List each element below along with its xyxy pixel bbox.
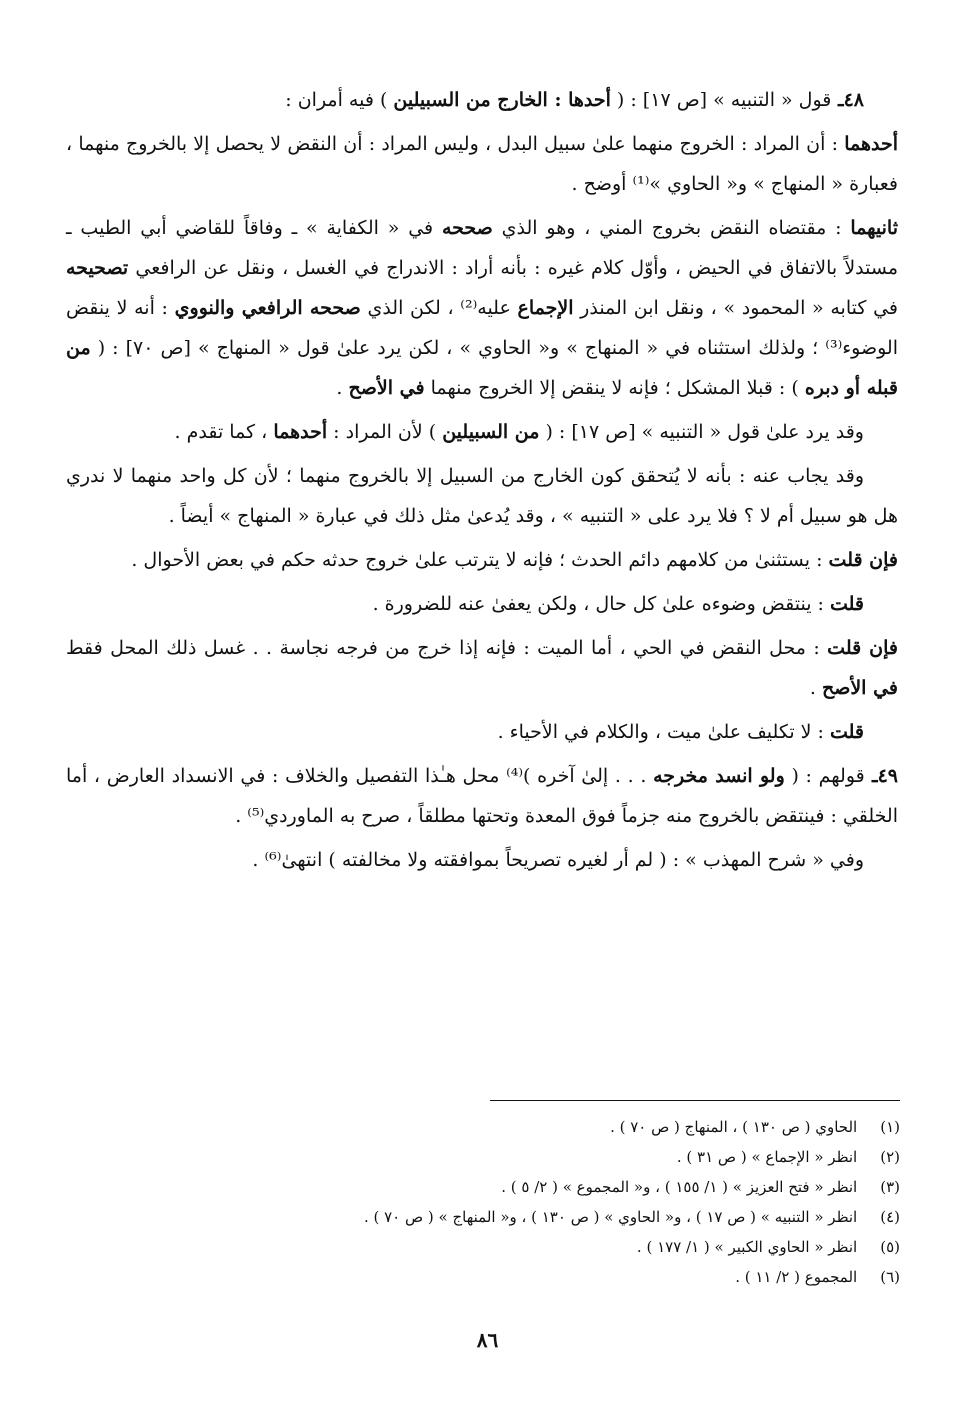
bold-segment: ثانيهما <box>850 217 898 239</box>
paragraph <box>66 124 898 204</box>
bold-segment: قلت <box>829 593 864 615</box>
footnotes <box>120 1112 900 1292</box>
bold-segment: ٤٩ـ <box>864 765 899 787</box>
bold-segment: قلت <box>829 721 864 743</box>
bold-segment: ٤٨ـ <box>831 89 864 111</box>
paragraph <box>66 840 898 880</box>
main-text <box>66 80 898 884</box>
footnote-number: (٥) <box>880 1238 900 1256</box>
text-segment: . <box>809 677 822 699</box>
bold-segment: فإن قلت <box>828 549 898 571</box>
text-segment: . . . إلىٰ آخره )⁽⁴⁾ محل هـٰذا التفصيل والخلاف : في الانسداد العارض ، أما الخلقي : فينتقض بالخروج منه جزماً فوق المعدة وتحتها مطلقاً ، صرح به الماوردي⁽⁵⁾ . <box>66 765 898 827</box>
paragraph <box>66 456 898 536</box>
text-segment: وقد يرد علىٰ قول « التنبيه » [ص ١٧] : ( <box>539 421 864 443</box>
text-segment: : أن المراد : الخروج منهما علىٰ سبيل البدل ، وليس المراد : أن النقض لا يحصل إلا بالخروج منهما ، فعبارة « المنهاج » و« الحاوي »⁽¹⁾ أوضح . <box>66 133 898 195</box>
footnote-text: الحاوي ( ص ١٣٠ ) ، المنهاج ( ص ٧٠ ) . <box>610 1118 858 1136</box>
footnote-text: المجموع ( ٢/ ١١ ) . <box>735 1268 858 1286</box>
paragraph <box>66 628 898 708</box>
footnote-divider <box>490 1100 900 1101</box>
footnote-text: انظر « الحاوي الكبير » ( ١/ ١٧٧ ) . <box>636 1238 858 1256</box>
text-segment: : محل النقض في الحي ، أما الميت : فإنه إذا خرج من فرجه نجاسة . . غسل ذلك المحل فقط <box>66 637 828 659</box>
text-segment: وقد يجاب عنه : بأنه لا يُتحقق كون الخارج من السبيل إلا بالخروج منهما ؛ لأن كل واحد منهما لا ندري هل هو سبيل أم لا ؟ فلا يرد على « التنبيه » ، وقد يُدعىٰ مثل ذلك في عبارة « المنهاج » أيضاً . <box>66 465 898 527</box>
paragraph <box>66 80 898 120</box>
footnote-2 <box>120 1142 900 1172</box>
paragraph <box>66 208 898 408</box>
text-segment: عليه⁽²⁾ ، لكن الذي <box>360 297 518 319</box>
bold-segment: تصحيحه <box>66 257 129 279</box>
text-segment: وفي « شرح المهذب » : ( لم أر لغيره تصريحاً بموافقته ولا مخالفته ) انتهىٰ⁽⁶⁾ . <box>252 849 864 871</box>
text-segment: في « الكفاية » ـ وفاقاً للقاضي أبي الطيب ـ مستدلاً بالاتفاق في الحيض ، وأوّل كلام غيره : بأنه أراد : الاندراج في الغسل ، ونقل عن الرافعي <box>66 217 898 279</box>
text-segment: قول « التنبيه » [ص ١٧] : ( <box>610 89 832 111</box>
text-segment: : أنه لا ينقض الوضوء⁽³⁾ ؛ ولذلك استثناه في « المنهاج » و« الحاوي » ، لكن يرد علىٰ قول « المنهاج » [ص ٧٠] : ( <box>66 297 898 359</box>
footnote-number: (٢) <box>880 1148 900 1166</box>
footnote-4 <box>120 1202 900 1232</box>
paragraph <box>66 540 898 580</box>
text-segment: : يستثنىٰ من كلامهم دائم الحدث ؛ فإنه لا يترتب علىٰ خروج حدثه حكم في بعض الأحوال . <box>131 549 829 571</box>
footnote-5 <box>120 1232 900 1262</box>
footnote-number: (٦) <box>880 1268 900 1286</box>
footnote-number: (٣) <box>880 1178 900 1196</box>
text-segment: : لا تكليف علىٰ ميت ، والكلام في الأحياء . <box>497 721 830 743</box>
text-segment: ) لأن المراد : <box>327 421 443 443</box>
bold-segment: من قبله أو دبره <box>66 337 898 399</box>
bold-segment: صححه الرافعي والنووي <box>174 297 361 319</box>
footnote-6 <box>120 1262 900 1292</box>
bold-segment: الإجماع <box>517 297 574 319</box>
bold-segment: أحدها : الخارج من السبيلين <box>393 89 611 111</box>
text-segment: ) فيه أمران : <box>285 89 394 111</box>
bold-segment: صححه <box>441 217 493 239</box>
footnote-number: (٤) <box>880 1208 900 1226</box>
footnote-text: انظر « فتح العزيز » ( ١/ ١٥٥ ) ، و« المجموع » ( ٢/ ٥ ) . <box>501 1178 858 1196</box>
footnote-number: (١) <box>880 1118 900 1136</box>
text-segment: : ينتقض وضوءه علىٰ كل حال ، ولكن يعفىٰ عنه للضرورة . <box>372 593 830 615</box>
bold-segment: في الأصح <box>348 377 425 399</box>
footnote-text: انظر « الإجماع » ( ص ٣١ ) . <box>676 1148 858 1166</box>
paragraph <box>66 412 898 452</box>
text-segment: ) : قبلا المشكل ؛ فإنه لا ينقض إلا الخروج منهما <box>424 377 805 399</box>
text-segment: . <box>336 377 349 399</box>
text-segment: قولهم : ( <box>784 765 865 787</box>
bold-segment: فإن قلت <box>827 637 899 659</box>
text-segment: في كتابه « المحمود » ، ونقل ابن المنذر <box>573 297 898 319</box>
bold-segment: في الأصح <box>821 677 898 699</box>
bold-segment: ولو انسد مخرجه <box>653 765 785 787</box>
paragraph <box>66 756 898 836</box>
footnote-text: انظر « التنبيه » ( ص ١٧ ) ، و« الحاوي » ( ص ١٣٠ ) ، و« المنهاج » ( ص ٧٠ ) . <box>363 1208 858 1226</box>
bold-segment: أحدهما <box>844 133 898 155</box>
footnote-1 <box>120 1112 900 1142</box>
bold-segment: من السبيلين <box>442 421 540 443</box>
text-segment: ، كما تقدم . <box>174 421 274 443</box>
bold-segment: أحدهما <box>273 421 328 443</box>
footnote-3 <box>120 1172 900 1202</box>
paragraph <box>66 584 898 624</box>
paragraph <box>66 712 898 752</box>
text-segment: : مقتضاه النقض بخروج المني ، وهو الذي <box>492 217 851 239</box>
page-number: ٨٦ <box>476 1328 499 1352</box>
